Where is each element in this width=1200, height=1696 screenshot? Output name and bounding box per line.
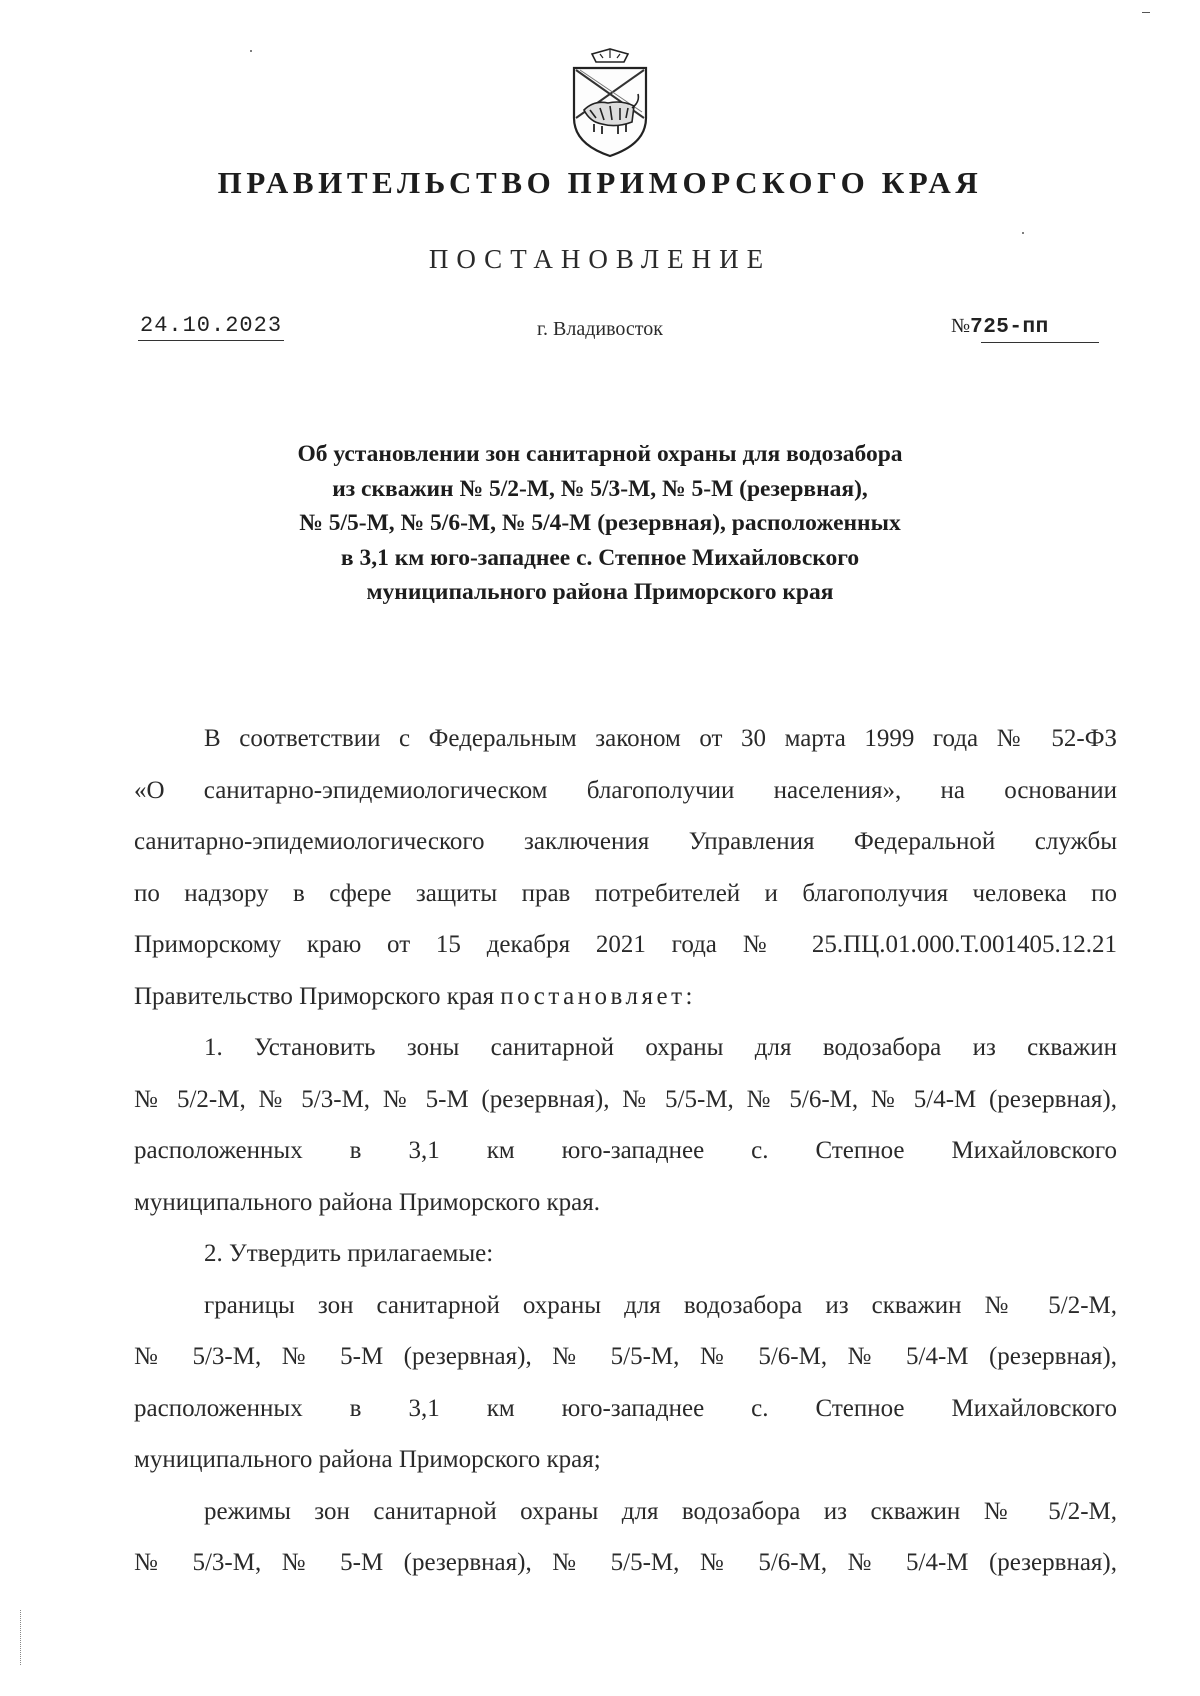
item2-line: 2. Утвердить прилагаемые: [204, 1240, 494, 1267]
subject-line: муниципального района Приморского края [366, 579, 834, 605]
number-underline [981, 342, 1099, 343]
document-city: г. Владивосток [537, 318, 663, 340]
item1-line: расположенных в 3,1 км юго-западнее с. Степное Михайловского [134, 1137, 1117, 1164]
number-sign: № [951, 315, 971, 337]
regimes-line: режимы зон санитарной охраны для водозабора из скважин № 5/2-М, [204, 1497, 1117, 1525]
item1-line: № 5/2-М, № 5/3-М, № 5-М (резервная), № 5/5-М, № 5/6-М, № 5/4-М (резервная), [134, 1085, 1117, 1113]
preamble-line: В соответствии с Федеральным законом от 30 марта 1999 года № 52-ФЗ [204, 725, 1117, 752]
preamble-line: «О санитарно-эпидемиологическом благополучии населения», на основании [134, 776, 1117, 804]
subject-line: № 5/5-М, № 5/6-М, № 5/4-М (резервная), расположенных [299, 510, 901, 536]
preamble-line: санитарно-эпидемиологического заключения Управления Федеральной службы [134, 828, 1117, 855]
scan-margin-mark [20, 1610, 23, 1665]
preamble-line: Приморскому краю от 15 декабря 2021 года № 25.ПЦ.01.000.Т.001405.12.21 [134, 931, 1117, 958]
subject-line: в 3,1 км юго-западнее с. Степное Михайловского [340, 544, 860, 571]
document-number [951, 315, 1099, 339]
document-type: ПОСТАНОВЛЕНИЕ [428, 244, 772, 274]
scan-speck [1022, 232, 1024, 234]
borders-line: муниципального района Приморского края; [134, 1446, 601, 1473]
borders-line: № 5/3-М, № 5-М (резервная), № 5/5-М, № 5/6-М, № 5/4-М (резервная), [134, 1343, 1117, 1370]
item1-line: муниципального района Приморского края. [134, 1188, 600, 1216]
preamble-line: по надзору в сфере защиты прав потребителей и благополучия человека по [134, 879, 1117, 907]
government-title: ПРАВИТЕЛЬСТВО ПРИМОРСКОГО КРАЯ [217, 165, 983, 200]
resolution-subject: Правительство Приморского края [134, 982, 494, 1010]
body-text [134, 713, 1117, 1589]
document-subject [190, 437, 1010, 610]
scan-speck [1142, 12, 1150, 13]
resolution-verb: постановляет: [500, 982, 696, 1010]
document-date-value: 24.10.2023 [140, 313, 283, 338]
borders-line: расположенных в 3,1 км юго-западнее с. Степное Михайловского [134, 1394, 1117, 1422]
subject-line: из скважин № 5/2-М, № 5/3-М, № 5-М (резервная), [332, 475, 868, 502]
document-number-value: 725-пп [970, 316, 1049, 339]
scan-speck [250, 50, 252, 52]
coat-of-arms-emblem [572, 48, 648, 158]
borders-line: границы зон санитарной охраны для водозабора из скважин № 5/2-М, [204, 1291, 1117, 1319]
regimes-line: № 5/3-М, № 5-М (резервная), № 5/5-М, № 5/6-М, № 5/4-М (резервная), [134, 1549, 1117, 1576]
preamble-resolution-line [134, 971, 1117, 1023]
item1-line: 1. Установить зоны санитарной охраны для водозабора из скважин [204, 1034, 1117, 1061]
subject-line: Об установлении зон санитарной охраны для водозабора [297, 441, 903, 467]
